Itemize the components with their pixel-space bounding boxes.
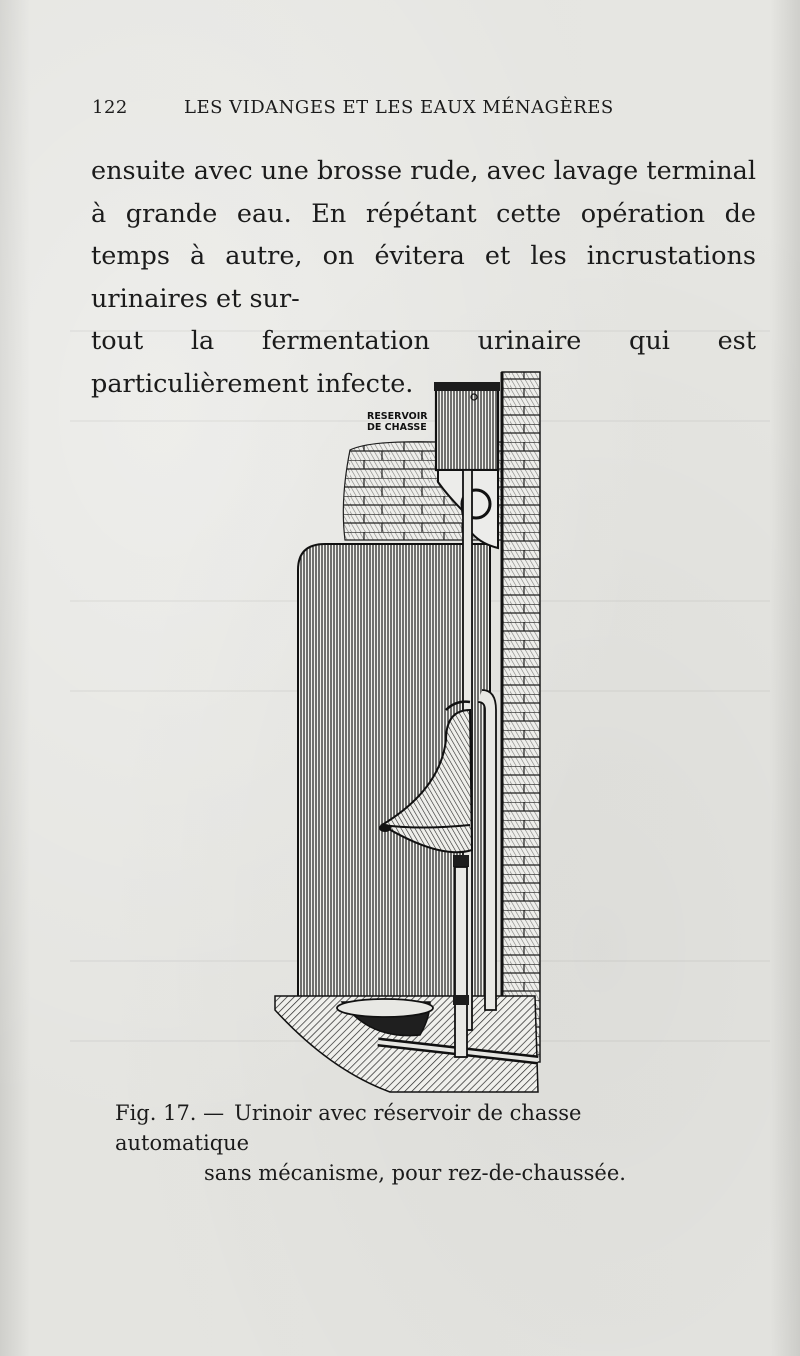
tank-label-line2: DE CHASSE	[367, 422, 427, 433]
page-header	[92, 97, 662, 118]
figure-caption	[115, 1098, 715, 1188]
caption-line-1	[115, 1098, 715, 1158]
page-number: 122	[92, 97, 128, 118]
body-paragraph: ensuite avec une brosse rude, avec lavage terminal à grande eau. En répétant cette opération de temps à autre, on évitera et les incrustations urinaires et sur- tout la fermentation urinaire qui est particulièrement infecte.	[91, 156, 756, 399]
running-head: LES VIDANGES ET LES EAUX MÉNAGÈRES	[184, 97, 614, 118]
caption-text-2: sans mécanisme, pour rez-de-chaussée.	[204, 1161, 626, 1185]
tank-label-line1: RESERVOIR	[367, 411, 428, 422]
urinal-illustration	[270, 370, 550, 1100]
caption-text-1: Urinoir avec réservoir de chasse automatique	[115, 1101, 582, 1155]
figure-label: Fig. 17. —	[115, 1101, 225, 1125]
